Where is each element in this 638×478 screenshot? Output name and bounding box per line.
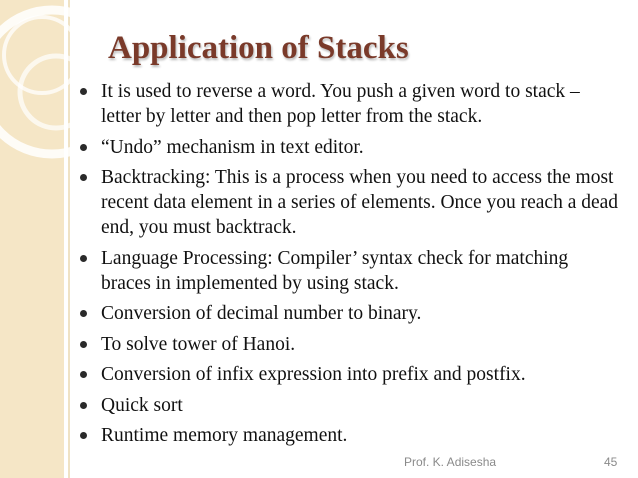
list-item [80,362,622,387]
list-item [80,246,622,296]
list-item [80,393,622,418]
list-item-text: “Undo” mechanism in text editor. [101,136,364,158]
bullet-icon [80,341,87,348]
list-item-text: To solve tower of Hanoi. [101,333,296,355]
list-item [80,423,622,448]
bullet-list [80,79,622,454]
bullet-icon [80,432,87,439]
list-item-text: It is used to reverse a word. You push a given word to stack – letter by letter and then pop letter from the stack. [101,81,580,127]
list-item [80,135,622,160]
list-item [80,79,622,129]
bullet-icon [80,88,87,95]
list-item-text: Backtracking: This is a process when you need to access the most recent data element in a series of elements. Once you reach a dead end, you must backtrack. [101,167,619,238]
list-item [80,332,622,357]
page-number: 45 [604,455,618,469]
list-item [80,301,622,326]
bullet-icon [80,174,87,181]
bullet-icon [80,310,87,317]
list-item-text: Conversion of infix expression into prefix and postfix. [101,364,526,385]
footer-author: Prof. K. Adisesha [404,455,497,469]
bullet-icon [80,371,87,378]
list-item-text: Runtime memory management. [101,425,348,446]
list-item-text: Conversion of decimal number to binary. [101,303,422,324]
list-item [80,165,622,240]
list-item-text: Language Processing: Compiler’ syntax check for matching braces in implemented by using stack. [101,247,569,294]
bullet-icon [80,144,87,151]
list-item-text: Quick sort [101,394,183,416]
bullet-icon [80,402,87,409]
bullet-icon [80,255,87,262]
slide-title: Application of Stacks [108,30,409,66]
